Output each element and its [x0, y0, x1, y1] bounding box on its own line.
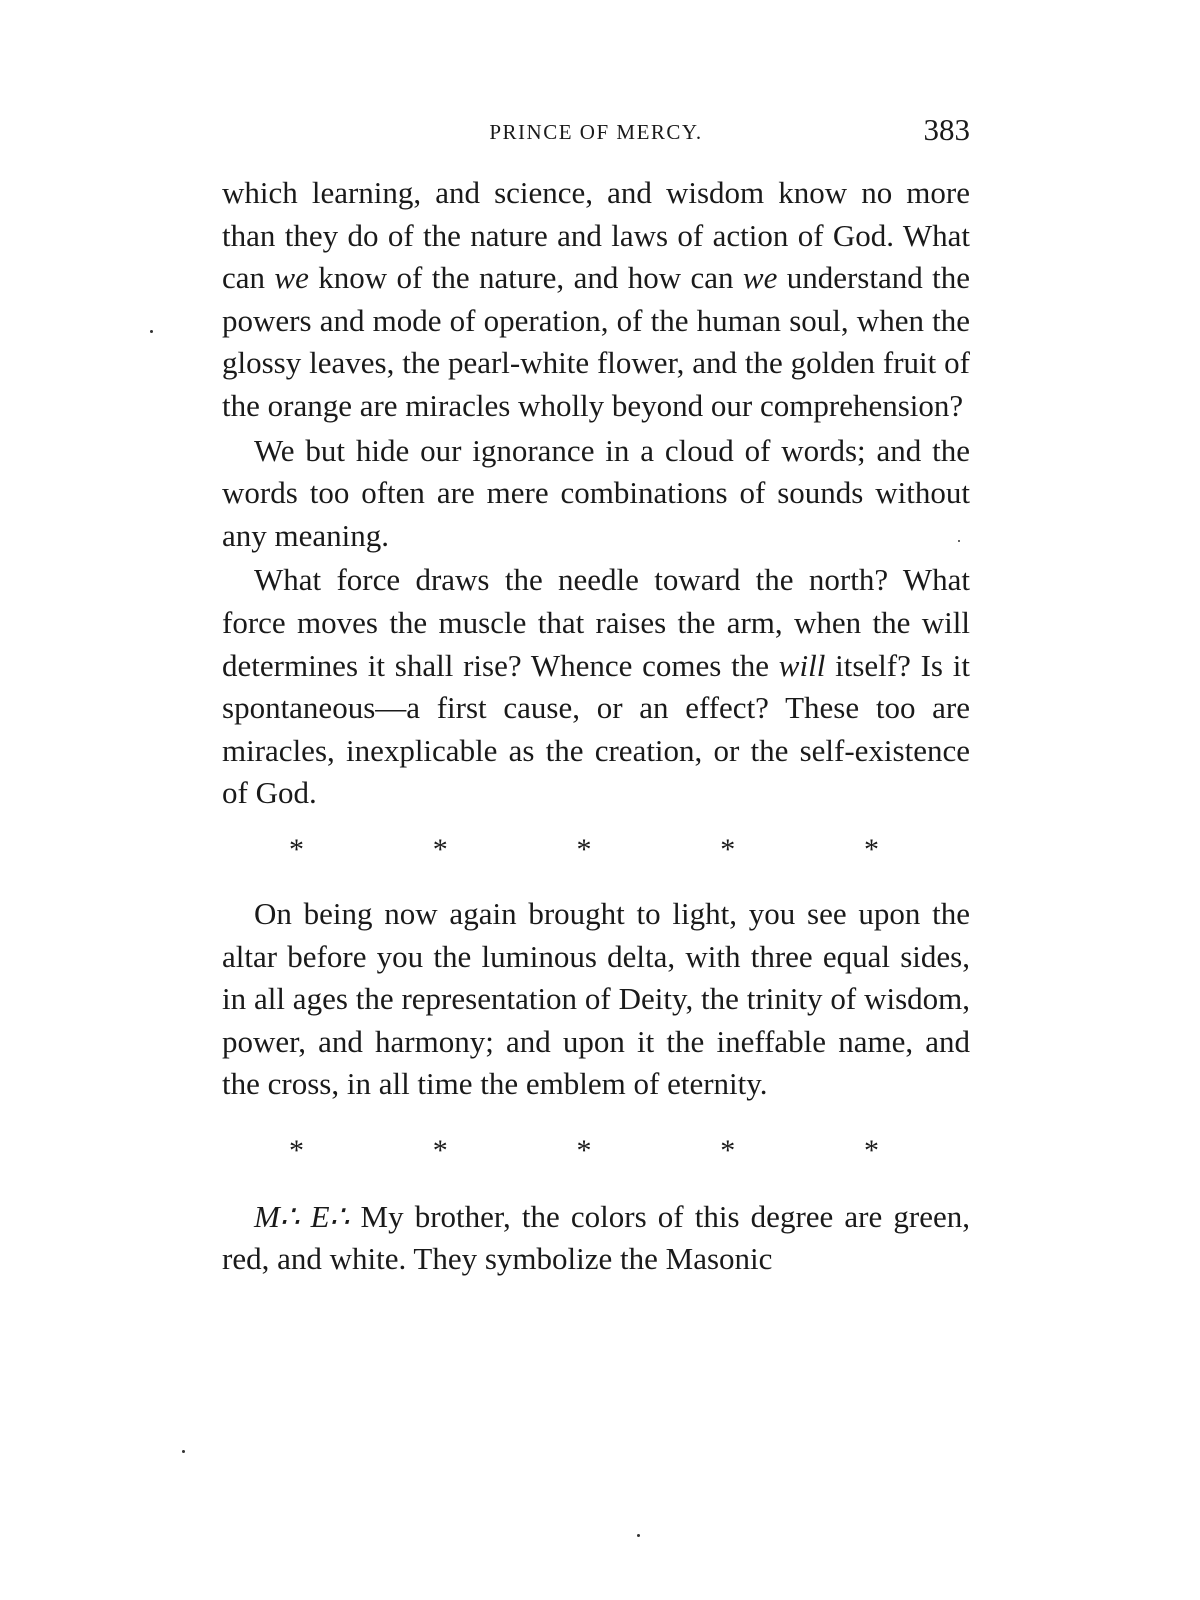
section-break-asterisks-1 [289, 832, 879, 866]
emphasis-we-2: we [742, 260, 778, 296]
paragraph-1 [222, 172, 970, 428]
scan-speck [958, 540, 960, 542]
scan-speck [637, 1534, 640, 1537]
asterisk: * [289, 1133, 304, 1167]
asterisk: * [720, 832, 736, 866]
paragraph-4: On being now again brought to light, you see upon the altar before you the luminous delta, with three equal sides, in all ages the representation of Deity, the trinity of wisdom, power, and harmony; and upon it the ineffable name, and the cross, in all time the emblem of eternity. [222, 895, 970, 1102]
asterisk: * [864, 832, 879, 866]
paragraph-5-text: My brother, the colors of this degree are green, red, and white. They symbolize the Masonic [222, 1198, 970, 1277]
section-break-asterisks-2 [289, 1133, 879, 1167]
asterisk: * [576, 1133, 592, 1167]
emphasis-will: will [778, 647, 826, 683]
asterisk: * [864, 1133, 879, 1167]
paragraph-3-part-c: itself? Is it spontaneous—a first cause, or an effect? These too are miracles, inexplicable as the creation, or the self-existence of God. [222, 647, 971, 811]
paragraph-3-part-a: What force draws the needle toward the north? What force moves the muscle that raises the arm, when the will determines it shall rise? Whence comes the [222, 562, 970, 683]
asterisk: * [576, 832, 592, 866]
paragraph-2: We but hide our ignorance in a cloud of words; and the words too often are mere combinations of sounds without any meaning. [222, 432, 970, 553]
asterisk: * [432, 832, 448, 866]
paragraph-1-part-e: understand the powers and mode of operation, of the human soul, when the glossy leaves, the pearl-white flower, and the golden fruit of the orange are miracles wholly beyond our comprehension? [222, 260, 970, 423]
emphasis-we-1: we [274, 260, 309, 296]
paragraph-3 [222, 559, 970, 815]
running-head [222, 112, 970, 152]
scan-speck [150, 330, 153, 333]
paragraph-1-part-a: which learning, and science, and wisdom know no more than they do of the nature and laws of action of God. What can [222, 175, 970, 296]
body-text [222, 172, 970, 1281]
speaker-label: M∴ E∴ [254, 1198, 350, 1234]
asterisk: * [289, 832, 304, 866]
running-title: PRINCE OF MERCY. [489, 120, 703, 144]
paragraph-5 [222, 1196, 970, 1281]
asterisk: * [432, 1133, 448, 1167]
scan-speck [182, 1450, 185, 1453]
asterisk: * [720, 1133, 736, 1167]
page-number: 383 [923, 112, 970, 147]
paragraph-1-part-c: know of the nature, and how can [308, 260, 743, 296]
